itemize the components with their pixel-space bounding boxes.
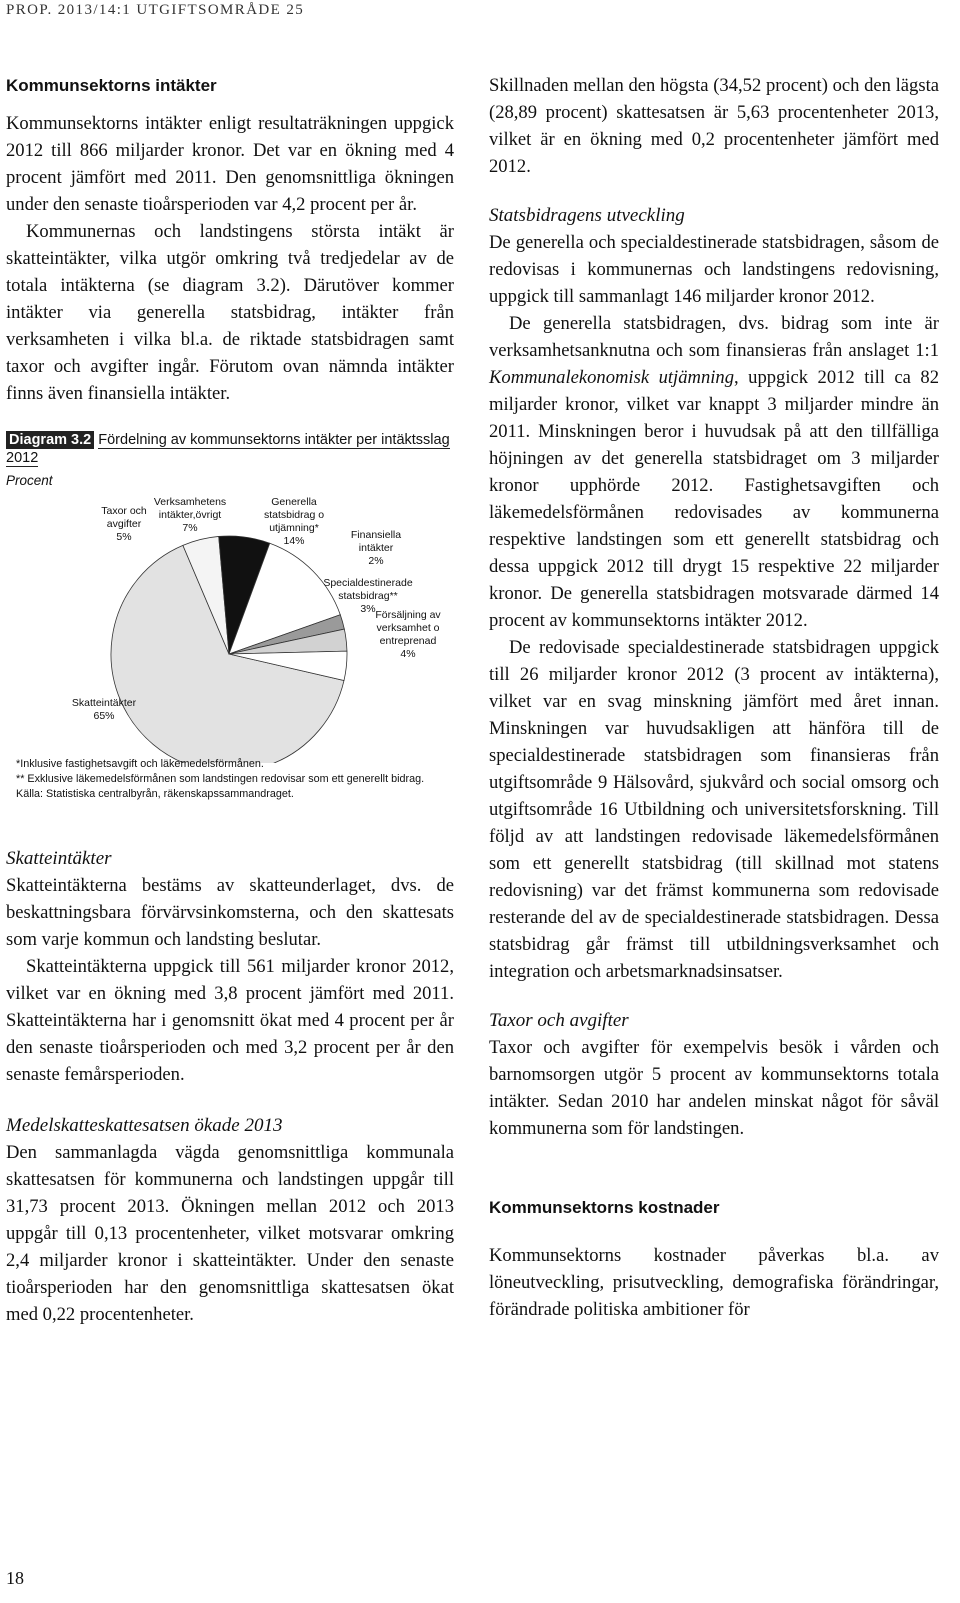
pie-label-specialdestinerade: Specialdestinerade statsbidrag** 3% <box>323 577 413 615</box>
pie-label-finansiella: Finansiella intäkter 2% <box>350 529 402 567</box>
diagram-title <box>6 431 454 467</box>
left-column <box>6 72 454 1328</box>
paragraph: De redovisade specialdestinerade statsbidragen uppgick till 26 miljarder kronor 2012 (3 procent av intäkterna), vilket var en svag minskning jämfört med året innan. Minskningen var huvudsakligen att hänföra till de specialdestinerade statsbidragen som finansieras från utgiftsområde 9 Hälsovård, sjukvård och social omsorg och utgiftsområde 16 Utbildning och universitetsforskning. Till följd av att landstingen redovisade läkemedelsförmånen som ett generellt statsbidrag (till skillnad mot statens redovisning) var det främst kommunerna som redovisade resterande del av de specialdestinerade statsbidragen. Dessa statsbidrag går främst till utbildningsverksamhet och integration och arbetsmarknadsinsatser. <box>489 637 939 982</box>
diagram-title-text: Fördelning av kommunsektorns intäkter per intäktsslag 2012 <box>6 432 450 466</box>
pie-chart <box>6 493 454 763</box>
section-heading-intakter: Kommunsektorns intäkter <box>6 76 217 95</box>
diagram-number: Diagram 3.2 <box>6 431 94 449</box>
page-number: 18 <box>6 1568 24 1588</box>
right-column <box>489 72 939 1323</box>
paragraph: Kommunsektorns kostnader påverkas bl.a. av löneutveckling, prisutveckling, demografiska förändringar, förändrade politiska ambitioner för <box>489 1245 939 1320</box>
diagram-footnotes <box>16 757 456 802</box>
text-run-italic: Kommunalekonomisk utjämning <box>489 367 734 388</box>
diagram-3-2 <box>6 431 454 831</box>
text-run: De generella statsbidragen, dvs. bidrag som inte är verksamhetsanknutna och som finansieras från anslaget 1:1 <box>489 313 939 361</box>
text-run: , uppgick 2012 till ca 82 miljarder kronor, vilket var knappt 3 miljarder mindre än 2011. Minskningen beror i huvudsak på att den tillfälliga höjningen av det generella statsbidraget om 3 miljarder kronor upphörde 2012. Fastighetsavgiften och läkemedelsförmånen redovisades av kommunerna respektive landstingen som ett generellt statsbidrag och dessa uppgick 2012 till drygt 15 respektive 22 miljarder kronor. De generella statsbidragen motsvarade därmed 14 procent av kommunsektorns intäkter 2012. <box>489 367 939 631</box>
subheading-skatteintakter: Skatteintäkter <box>6 848 112 869</box>
paragraph: Taxor och avgifter för exempelvis besök i vården och barnomsorgen utgör 5 procent av kommunsektorns totala intäkter. Sedan 2010 har andelen minskat något för såväl kommunerna som för landstingen. <box>489 1037 939 1139</box>
subheading-statsbidrag: Statsbidragens utveckling <box>489 205 685 226</box>
pie-label-taxor-och: Taxor och avgifter 5% <box>101 505 147 543</box>
subheading-medelskatt: Medelskatteskattesatsen ökade 2013 <box>6 1115 283 1136</box>
section-heading-kostnader: Kommunsektorns kostnader <box>489 1198 720 1217</box>
pie-label-verksamhetens: Verksamhetens intäkter,övrigt 7% <box>153 496 227 534</box>
paragraph: Skillnaden mellan den högsta (34,52 procent) och den lägsta (28,89 procent) skattesatsen är 5,63 procentenheter 2013, vilket är en ökning med 0,2 procentenheter jämfört med 2012. <box>489 75 939 177</box>
pie-label-skatteintakter: Skatteintäkter 65% <box>71 697 137 722</box>
subheading-taxor: Taxor och avgifter <box>489 1010 629 1031</box>
running-head: PROP. 2013/14:1 UTGIFTSOMRÅDE 25 <box>6 2 305 18</box>
paragraph: De generella och specialdestinerade statsbidragen, såsom de redovisas i kommunernas och landstingens redovisning, uppgick till sammanlagt 146 miljarder kronor 2012. <box>489 232 939 307</box>
paragraph: Kommunsektorns intäkter enligt resultaträkningen uppgick 2012 till 866 miljarder kronor. Det var en ökning med 4 procent jämfört med 2011. Den genomsnittliga ökningen under den senaste tioårsperioden var 4,2 procent per år. <box>6 113 454 215</box>
paragraph: Den sammanlagda vägda genomsnittliga kommunala skattesatsen för kommunerna och landstingen uppgår till 31,73 procent 2013. Ökningen mellan 2012 och 2013 uppgår till 0,13 procentenheter, vilket motsvarar omkring 2,4 miljarder kronor i skatteintäkter. Under den senaste tioårsperioden har den genomsnittliga skattesatsen ökat med 0,22 procentenheter. <box>6 1142 454 1325</box>
pie-label-generella: Generella statsbidrag o utjämning* 14% <box>263 496 325 547</box>
diagram-unit: Procent <box>6 473 53 488</box>
diagram-source: Källa: Statistiska centralbyrån, räkenskapssammandraget. <box>16 788 294 800</box>
paragraph: Skatteintäkterna bestäms av skatteunderlaget, dvs. de beskattningsbara förvärvsinkomsterna, och den skattesats som varje kommun och landsting beslutar. <box>6 875 454 950</box>
paragraph <box>489 310 939 634</box>
paragraph: Skatteintäkterna uppgick till 561 miljarder kronor 2012, vilket var en ökning med 3,8 procent jämfört med 2011. Skatteintäkterna har i genomsnitt ökat med 4 procent per år den senaste tioårsperioden och med 3,2 procent per år den senaste femårsperioden. <box>6 956 454 1085</box>
footnote-1: *Inklusive fastighetsavgift och läkemedelsförmånen. <box>16 758 264 770</box>
paragraph: Kommunernas och landstingens största intäkt är skatteintäkter, vilka utgör omkring två tredjedelar av de totala intäkterna (se diagram 3.2). Därutöver kommer intäkter via generella statsbidrag, intäkter från verksamheten i vilka bl.a. de riktade statsbidragen samt taxor och avgifter ingår. Förutom ovan nämnda intäkter finns även finansiella intäkter. <box>6 221 454 404</box>
footnote-2: ** Exklusive läkemedelsförmånen som landstingen redovisar som ett generellt bidrag. <box>16 773 425 785</box>
pie-label-forsaljning-av: Försäljning av verksamhet o entreprenad 4% <box>375 609 441 660</box>
